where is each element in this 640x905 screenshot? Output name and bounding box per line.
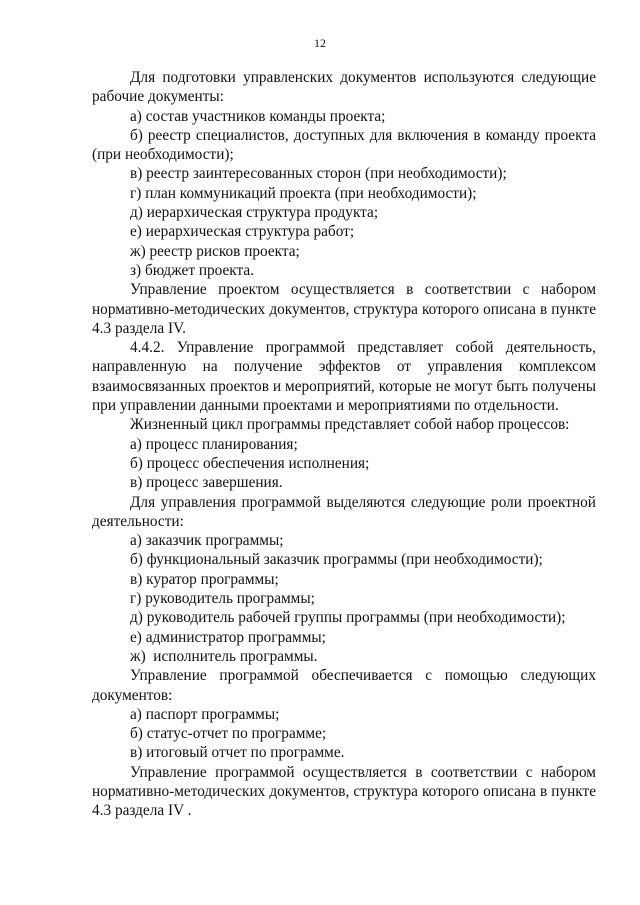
list-item: д) иерархическая структура продукта; [130,204,379,222]
list-item: в) процесс завершения. [130,474,283,492]
paragraph-line: Жизненный цикл программы представляет собой набор процессов: [130,416,570,434]
paragraph-line: рабочие документы: [92,88,224,106]
document-body [92,68,596,821]
list-item: а) процесс планирования; [130,435,298,453]
paragraph-line: взаимосвязанных проектов и мероприятий, которые не могут быть получены [92,377,596,395]
paragraph-line: при управлении данными проектами и мероприятиями по отдельности. [92,397,559,415]
list-item: е) администратор программы; [130,628,326,646]
list-item: а) паспорт программы; [130,705,280,723]
list-item: д) руководитель рабочей группы программы (при необходимости); [130,609,566,627]
paragraph-line: Для управления программой выделяются следующие роли проектной [130,493,596,511]
paragraph-line: Для подготовки управленских документов используются следующие [130,69,596,86]
paragraph-line: Управление программой осуществляется в соответствии с набором [130,763,596,781]
paragraph-line: деятельности: [92,512,184,530]
paragraph-line: нормативно-методических документов, структура которого описана в пункте [92,300,596,318]
list-item: а) заказчик программы; [130,532,284,550]
page-number: 12 [314,36,326,50]
list-item: ж) реестр рисков проекта; [130,242,300,260]
list-item: ж) исполнитель программы. [130,647,318,665]
list-item: г) руководитель программы; [130,590,315,608]
paragraph-line: 4.3 раздела IV . [92,802,192,820]
list-item: б) реестр специалистов, доступных для включения в команду проекта [130,126,596,144]
section-heading-line: 4.4.2. Управление программой представляет собой деятельность, [130,339,596,357]
list-item: е) иерархическая структура работ; [130,223,355,241]
paragraph-line: нормативно-методических документов, структура которого описана в пункте [92,782,596,800]
list-item: б) функциональный заказчик программы (при необходимости); [130,551,543,569]
list-item: в) реестр заинтересованных сторон (при необходимости); [130,165,507,183]
list-item: з) бюджет проекта. [130,261,255,279]
paragraph-line: Управление программой обеспечивается с помощью следующих [130,667,596,685]
list-item: г) план коммуникаций проекта (при необходимости); [130,184,477,202]
paragraph-line: Управление проектом осуществляется в соответствии с набором [130,281,596,299]
paragraph-line: документов: [92,686,173,704]
paragraph-line: направленную на получение эффектов от управления комплексом [92,358,596,376]
paragraph-line: 4.3 раздела IV. [92,319,186,337]
paragraph-line: (при необходимости); [92,146,234,164]
list-item: в) итоговый отчет по программе. [130,744,345,762]
list-item: б) статус-отчет по программе; [130,725,327,743]
list-item: а) состав участников команды проекта; [130,107,386,125]
list-item: в) куратор программы; [130,570,279,588]
list-item: б) процесс обеспечения исполнения; [130,454,370,472]
